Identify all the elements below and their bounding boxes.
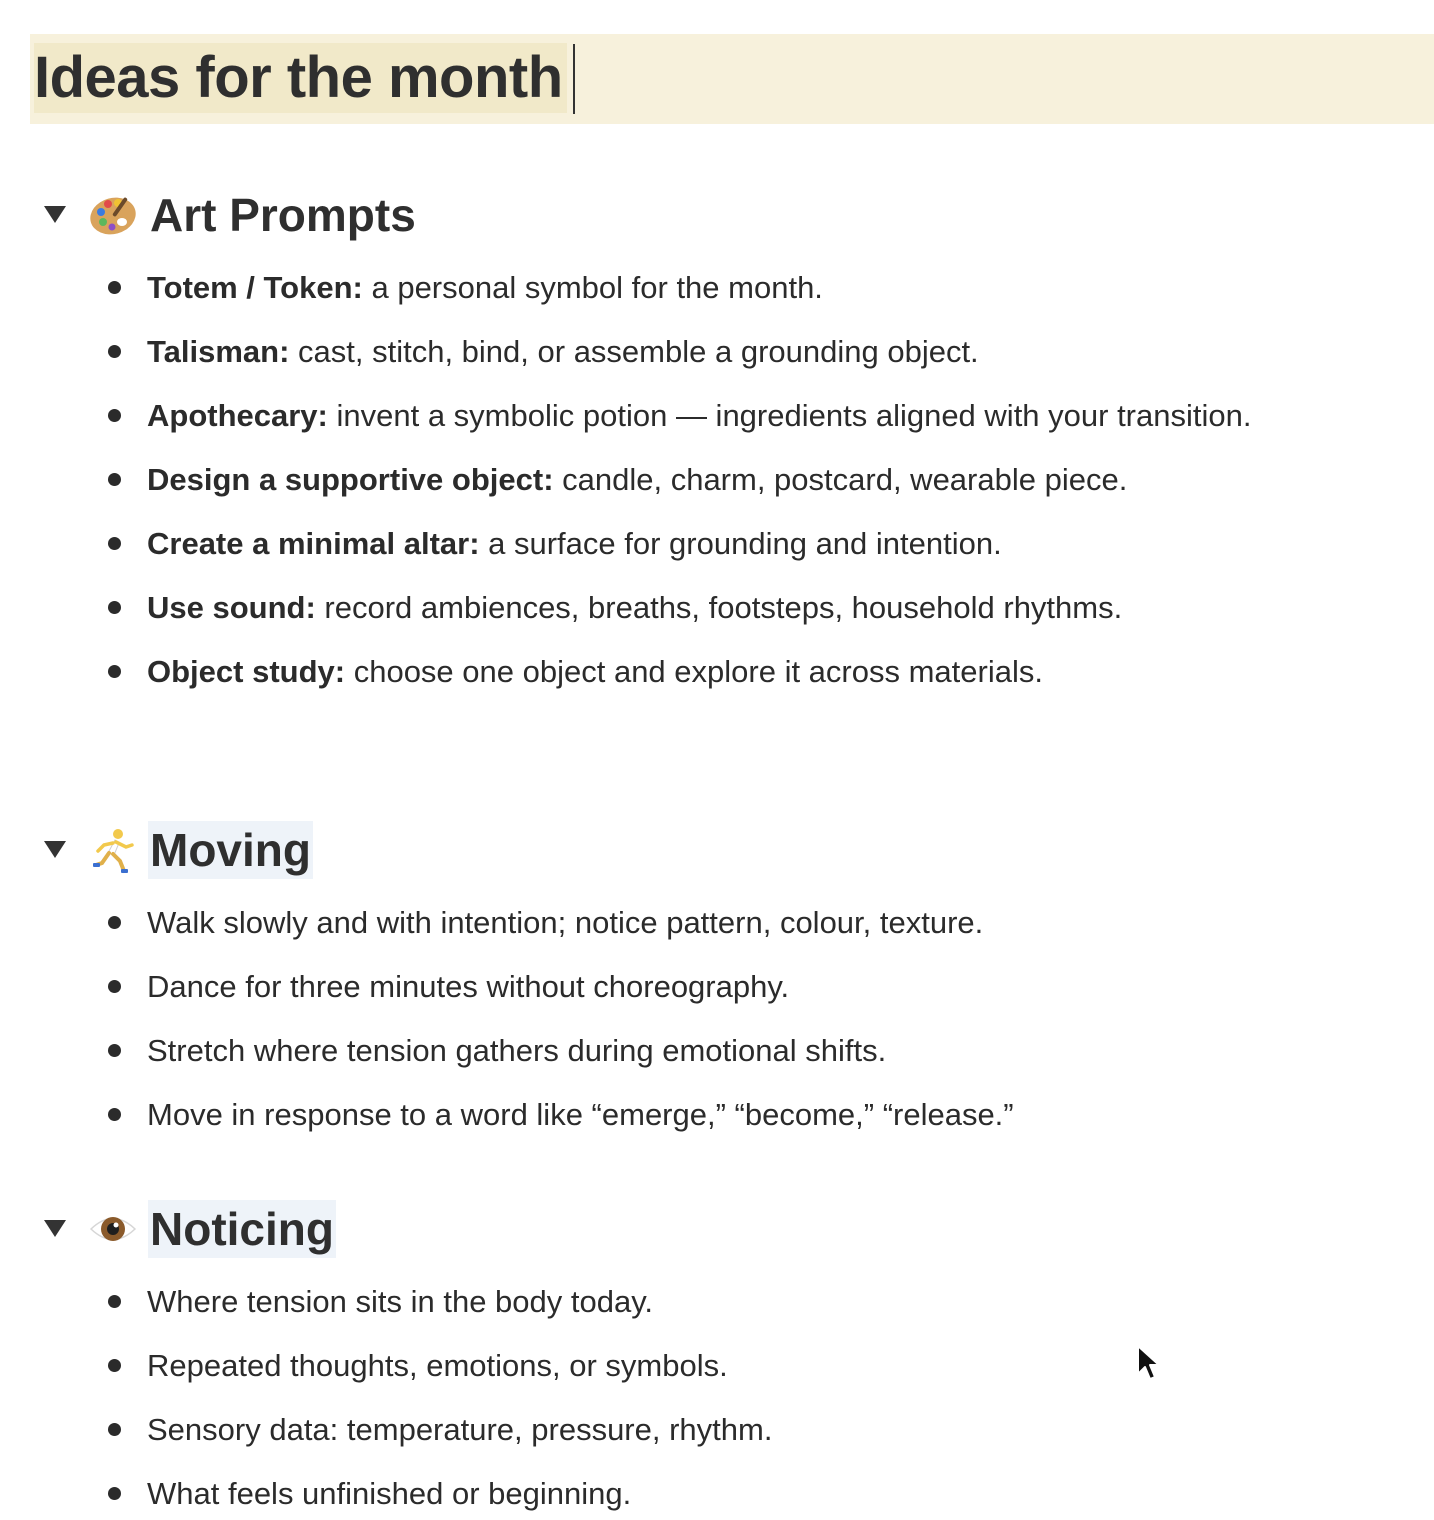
section-header (0, 1200, 1434, 1260)
bullet-icon (108, 537, 121, 550)
item-label: Create a minimal altar: (147, 526, 480, 561)
item-text: a surface for grounding and intention. (479, 526, 1002, 561)
item-label: Apothecary: (147, 398, 328, 433)
title-selection-highlight (34, 43, 567, 113)
running-person-icon (88, 825, 138, 875)
bullet-icon (108, 345, 121, 358)
item-text: Dance for three minutes without choreography. (147, 969, 790, 1004)
item-text: candle, charm, postcard, wearable piece. (553, 462, 1128, 497)
section-art-prompts (0, 186, 1434, 689)
item-label: Object study: (147, 654, 346, 689)
bullet-icon (108, 1108, 121, 1121)
section-header (0, 821, 1434, 881)
item-text: Stretch where tension gathers during emotional shifts. (147, 1033, 887, 1068)
item-text: Walk slowly and with intention; notice pattern, colour, texture. (147, 905, 984, 940)
bullet-icon (108, 1423, 121, 1436)
document-title-block[interactable] (30, 34, 1434, 124)
section-heading[interactable]: Art Prompts (150, 189, 416, 241)
item-text: What feels unfinished or beginning. (147, 1476, 632, 1511)
section-header (0, 186, 1434, 246)
bullet-icon (108, 980, 121, 993)
collapse-toggle-icon[interactable] (44, 1220, 66, 1237)
bullet-icon (108, 665, 121, 678)
artist-palette-icon (88, 190, 138, 240)
section-noticing (0, 1200, 1434, 1511)
collapse-toggle-icon[interactable] (44, 841, 66, 858)
bullet-icon (108, 473, 121, 486)
item-label: Talisman: (147, 334, 290, 369)
bullet-icon (108, 1487, 121, 1500)
text-caret (573, 44, 575, 114)
item-text: Where tension sits in the body today. (147, 1284, 654, 1319)
section-heading[interactable]: Noticing (148, 1200, 336, 1258)
bullet-icon (108, 1044, 121, 1057)
bullet-icon (108, 409, 121, 422)
item-label: Totem / Token: (147, 270, 363, 305)
item-text: record ambiences, breaths, footsteps, household rhythms. (315, 590, 1123, 625)
section-moving (0, 821, 1434, 1132)
item-text: Move in response to a word like “emerge,” “become,” “release.” (147, 1097, 1014, 1132)
item-label: Use sound: (147, 590, 316, 625)
bullet-icon (108, 601, 121, 614)
page-title[interactable]: Ideas for the month (34, 45, 563, 110)
bullet-icon (108, 916, 121, 929)
mouse-pointer-icon (1136, 1344, 1160, 1382)
bullet-icon (108, 1295, 121, 1308)
item-label: Design a supportive object: (147, 462, 554, 497)
section-heading[interactable]: Moving (148, 821, 313, 879)
collapse-toggle-icon[interactable] (44, 206, 66, 223)
eye-icon (88, 1204, 138, 1254)
bullet-icon (108, 1359, 121, 1372)
item-text: Repeated thoughts, emotions, or symbols. (147, 1348, 728, 1383)
item-text: cast, stitch, bind, or assemble a grounding object. (289, 334, 979, 369)
item-text: choose one object and explore it across materials. (345, 654, 1043, 689)
bullet-icon (108, 281, 121, 294)
item-text: Sensory data: temperature, pressure, rhythm. (147, 1412, 773, 1447)
item-text: a personal symbol for the month. (362, 270, 823, 305)
item-text: invent a symbolic potion — ingredients aligned with your transition. (327, 398, 1252, 433)
